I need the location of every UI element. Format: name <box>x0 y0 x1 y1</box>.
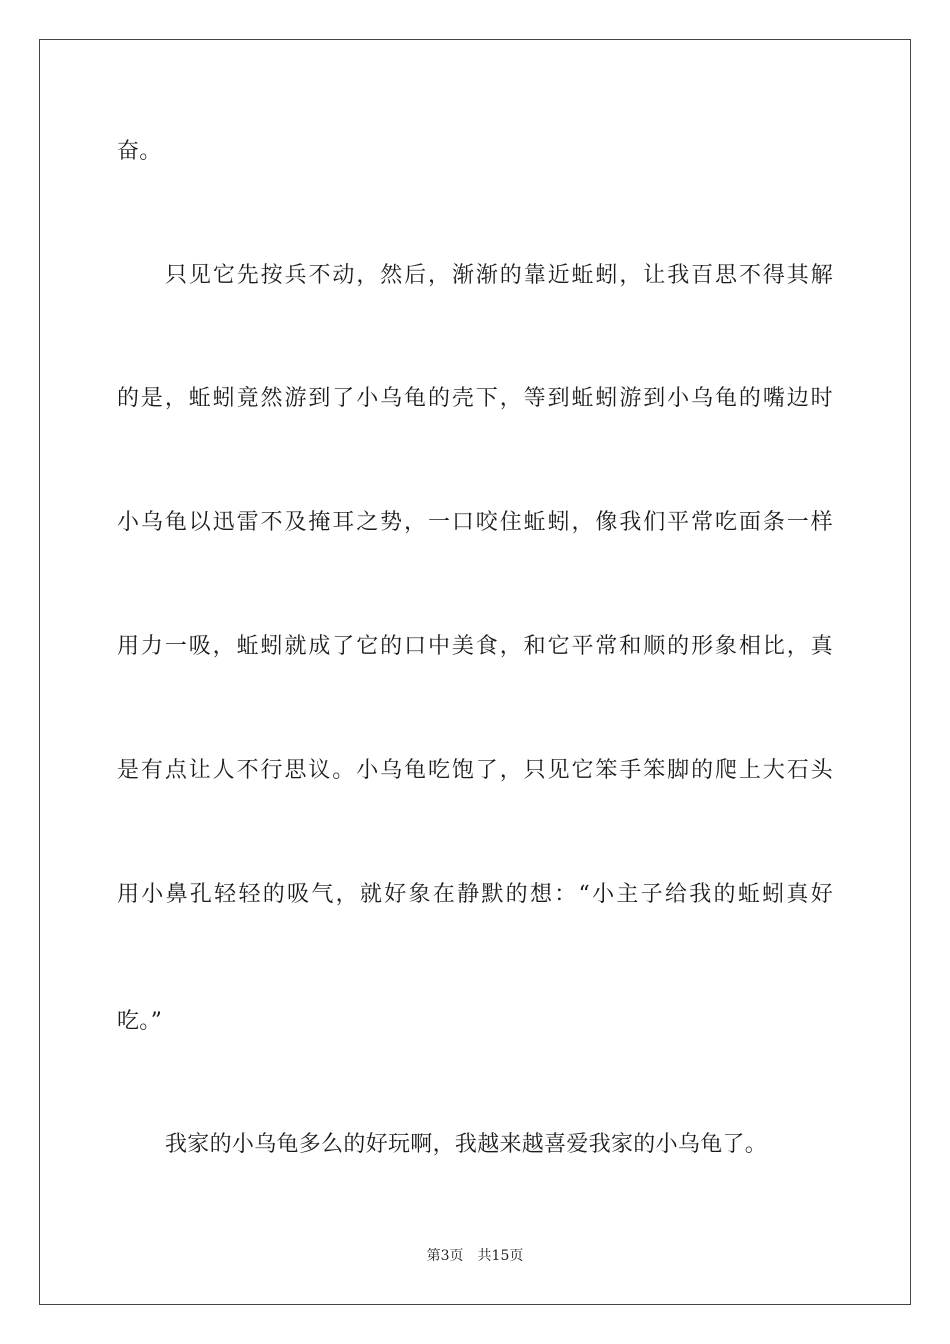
text-line-6: 是有点让人不行思议。小乌龟吃饱了，只见它笨手笨脚的爬上大石头 <box>117 758 833 783</box>
page-border <box>39 39 911 1305</box>
text-line-9: 我家的小乌龟多么的好玩啊，我越来越喜爱我家的小乌龟了。 <box>165 1132 768 1157</box>
page-total: 共15页 <box>477 1248 524 1264</box>
text-line-2: 只见它先按兵不动，然后，渐渐的靠近蚯蚓，让我百思不得其解 <box>165 263 833 288</box>
text-line-7: 用小鼻孔轻轻的吸气，就好象在静默的想：“小主子给我的蚯蚓真好 <box>117 882 833 907</box>
page-footer <box>0 1247 950 1265</box>
text-line-4: 小乌龟以迅雷不及掩耳之势，一口咬住蚯蚓，像我们平常吃面条一样 <box>117 510 833 535</box>
text-line-8: 吃。” <box>117 1009 163 1034</box>
text-line-1: 奋。 <box>117 139 162 164</box>
text-line-3: 的是，蚯蚓竟然游到了小乌龟的壳下，等到蚯蚓游到小乌龟的嘴边时 <box>117 386 833 411</box>
text-line-5: 用力一吸，蚯蚓就成了它的口中美食，和它平常和顺的形象相比，真 <box>117 634 833 659</box>
page-number: 第3页 <box>426 1248 464 1264</box>
